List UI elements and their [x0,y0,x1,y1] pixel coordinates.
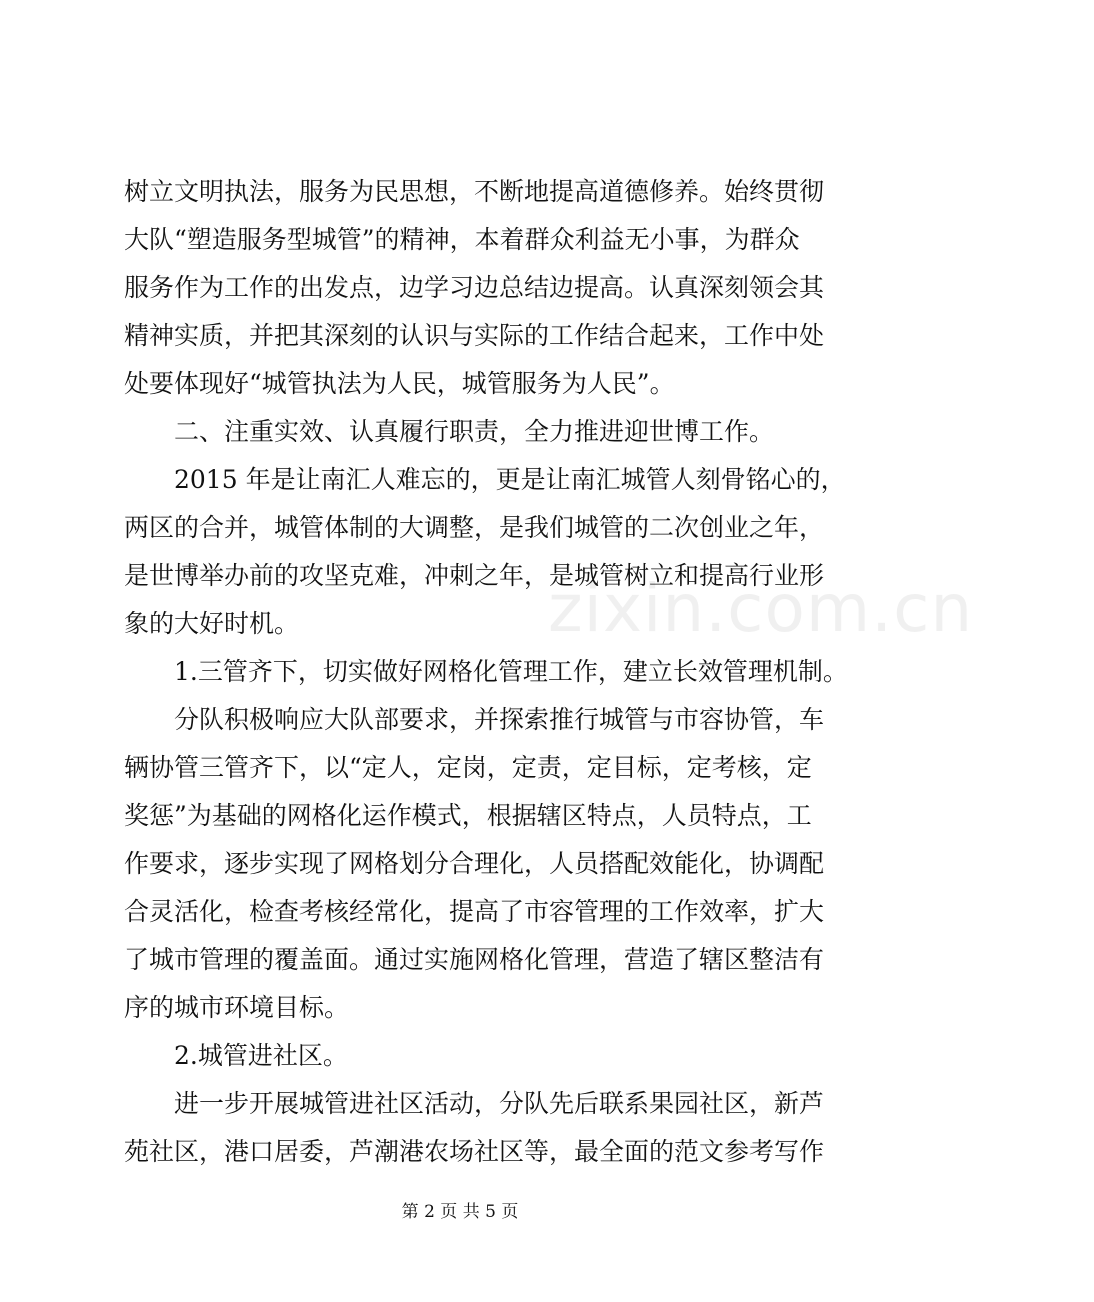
text-line: 进一步开展城管进社区活动，分队先后联系果园社区，新芦 [174,1089,825,1118]
text-line: 2015 年是让南汇人难忘的，更是让南汇城管人刻骨铭心的， [174,465,846,494]
watermark: zixin.com.cn [548,570,974,647]
text-line: 辆协管三管齐下，以“定人，定岗，定责，定目标，定考核，定 [124,753,812,782]
text-line: 序的城市环境目标。 [124,993,350,1022]
page-footer: 第 2 页 共 5 页 [401,1202,519,1222]
text-line: 树立文明执法，服务为民思想，不断地提高道德修养。始终贯彻 [124,177,825,206]
subsection-heading: 1.三管齐下，切实做好网格化管理工作，建立长效管理机制。 [174,657,848,686]
text-line: 服务作为工作的出发点，边学习边总结边提高。认真深刻领会其 [124,273,825,302]
text-line: 精神实质，并把其深刻的认识与实际的工作结合起来，工作中处 [124,321,825,350]
text-line: 象的大好时机。 [124,609,300,638]
section-heading: 二、注重实效、认真履行职责，全力推进迎世博工作。 [174,417,775,446]
text-line: 苑社区，港口居委，芦潮港农场社区等，最全面的范文参考写作 [124,1137,825,1166]
text-line: 大队“塑造服务型城管”的精神，本着群众利益无小事，为群众 [124,225,800,254]
text-line: 处要体现好“城管执法为人民，城管服务为人民”。 [124,369,675,398]
subsection-heading: 2.城管进社区。 [174,1041,348,1070]
text-line: 两区的合并，城管体制的大调整，是我们城管的二次创业之年， [124,513,825,542]
text-line: 合灵活化，检查考核经常化，提高了市容管理的工作效率，扩大 [124,897,825,926]
text-line: 分队积极响应大队部要求，并探索推行城管与市容协管，车 [174,705,825,734]
text-line: 了城市管理的覆盖面。通过实施网格化管理，营造了辖区整洁有 [124,945,825,974]
text-line: 奖惩”为基础的网格化运作模式，根据辖区特点，人员特点，工 [124,801,812,830]
text-line: 是世博举办前的攻坚克难，冲刺之年，是城管树立和提高行业形 [124,561,825,590]
text-line: 作要求，逐步实现了网格划分合理化，人员搭配效能化，协调配 [124,849,825,878]
